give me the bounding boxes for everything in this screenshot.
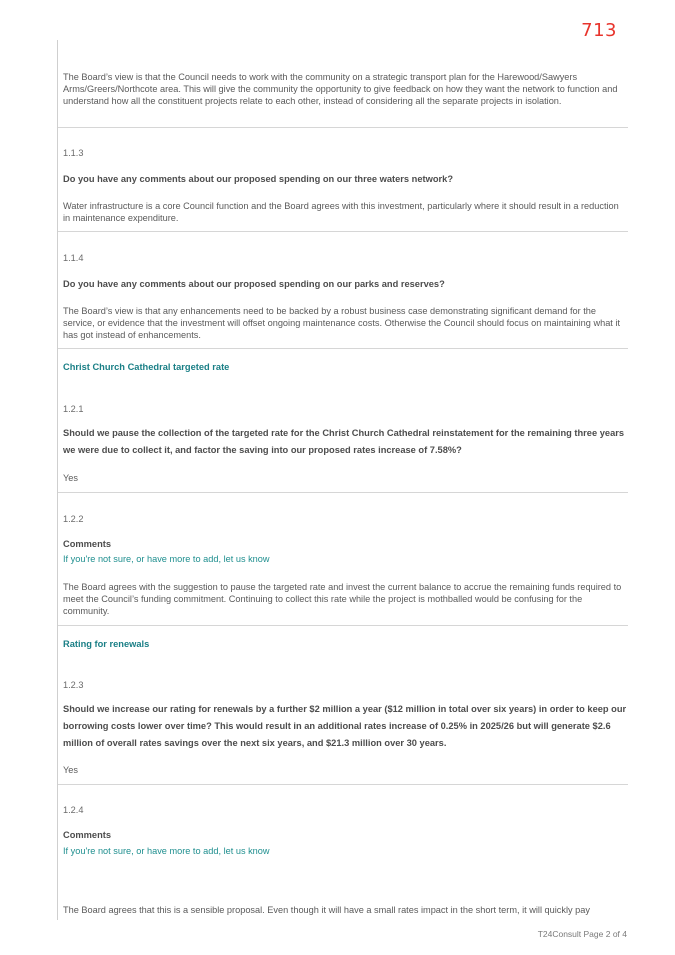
answer-text: Yes xyxy=(63,765,78,775)
divider xyxy=(58,492,628,493)
response-text: The Board agrees with the suggestion to pause the targeted rate and invest the current balance to accrue the remaining funds required to meet the Council’s funding commitment. Continuing to collect this rate while the project is mothballed would be confusing for the community. xyxy=(63,582,622,616)
divider xyxy=(58,231,628,232)
submission-content xyxy=(57,40,628,920)
question-text: Do you have any comments about our proposed spending on our parks and reserves? xyxy=(63,279,445,289)
section-title: Rating for renewals xyxy=(63,639,150,649)
intro-response xyxy=(58,71,628,107)
question-1-2-4 xyxy=(58,805,628,815)
question-1-1-4-text xyxy=(58,276,628,293)
comments-label: Comments xyxy=(63,539,112,549)
comments-label: Comments xyxy=(63,830,112,840)
question-1-2-4-label xyxy=(58,829,628,841)
question-1-1-4-response xyxy=(58,305,628,341)
question-1-2-1-text xyxy=(58,425,628,459)
question-number: 1.1.4 xyxy=(63,253,84,263)
divider xyxy=(58,625,628,626)
question-1-1-3-response xyxy=(58,200,628,224)
question-1-1-3-text xyxy=(58,171,628,188)
question-1-2-2 xyxy=(58,514,628,524)
section-title: Christ Church Cathedral targeted rate xyxy=(63,362,230,372)
question-1-2-1 xyxy=(58,404,628,414)
question-1-2-2-label xyxy=(58,538,628,550)
question-1-2-4-response xyxy=(58,904,628,916)
question-1-2-3-text xyxy=(58,701,628,752)
question-number: 1.2.1 xyxy=(63,404,84,414)
answer-text: Yes xyxy=(63,473,78,483)
question-number: 1.2.3 xyxy=(63,680,84,690)
question-text: Should we pause the collection of the targeted rate for the Christ Church Cathedral reinstatement for the remaining three years we were due to collect it, and factor the saving into our proposed rates increase of 7.58%? xyxy=(63,428,625,455)
response-text: The Board’s view is that the Council needs to work with the community on a strategic transport plan for the Harewood/Sawyers Arms/Greers/Northcote area. This will give the community the opportunity to give feedback on how they want the network to function and understand how all the constituent projects relate to each other, instead of considering all the separate projects in isolation. xyxy=(63,72,618,106)
response-text: The Board’s view is that any enhancements need to be backed by a robust business case demonstrating significant demand for the service, or evidence that the investment will offset ongoing maintenance costs. Otherwise the Council should focus on maintaining what it has got instead of enhancements. xyxy=(63,306,620,340)
question-1-2-1-answer xyxy=(58,472,628,484)
question-text: Do you have any comments about our proposed spending on our three waters network? xyxy=(63,174,454,184)
section-heading-cathedral xyxy=(58,362,628,372)
question-1-2-2-response xyxy=(58,581,628,617)
question-1-2-3-answer xyxy=(58,764,628,776)
section-heading-renewals xyxy=(58,639,628,649)
more-info-link[interactable]: If you're not sure, or have more to add, let us know xyxy=(63,554,270,564)
divider xyxy=(58,348,628,349)
more-info-link[interactable]: If you're not sure, or have more to add, let us know xyxy=(63,846,270,856)
question-number: 1.2.2 xyxy=(63,514,84,524)
divider xyxy=(58,784,628,785)
response-text: Water infrastructure is a core Council function and the Board agrees with this investment, particularly where it should result in a reduction in maintenance expenditure. xyxy=(63,201,619,223)
question-text: Should we increase our rating for renewals by a further $2 million a year ($12 million in total over six years) in order to keep our borrowing costs lower over time? This would result in an additional rates increase of 0.25% in 2025/26 but will generate $2.6 million of overall rates savings over the next six years, and $21.3 million over 30 years. xyxy=(63,704,627,748)
divider xyxy=(58,127,628,128)
question-1-1-4 xyxy=(58,253,628,263)
question-1-2-4-link xyxy=(58,846,628,856)
page-footer: T24Consult Page 2 of 4 xyxy=(537,929,627,939)
question-number: 1.2.4 xyxy=(63,805,84,815)
question-number: 1.1.3 xyxy=(63,148,84,158)
response-text: The Board agrees that this is a sensible proposal. Even though it will have a small rates impact in the short term, it will quickly pay xyxy=(63,905,590,915)
question-1-1-3 xyxy=(58,148,628,158)
page-number: 713 xyxy=(581,20,617,41)
question-1-2-2-link xyxy=(58,554,628,564)
question-1-2-3 xyxy=(58,680,628,690)
